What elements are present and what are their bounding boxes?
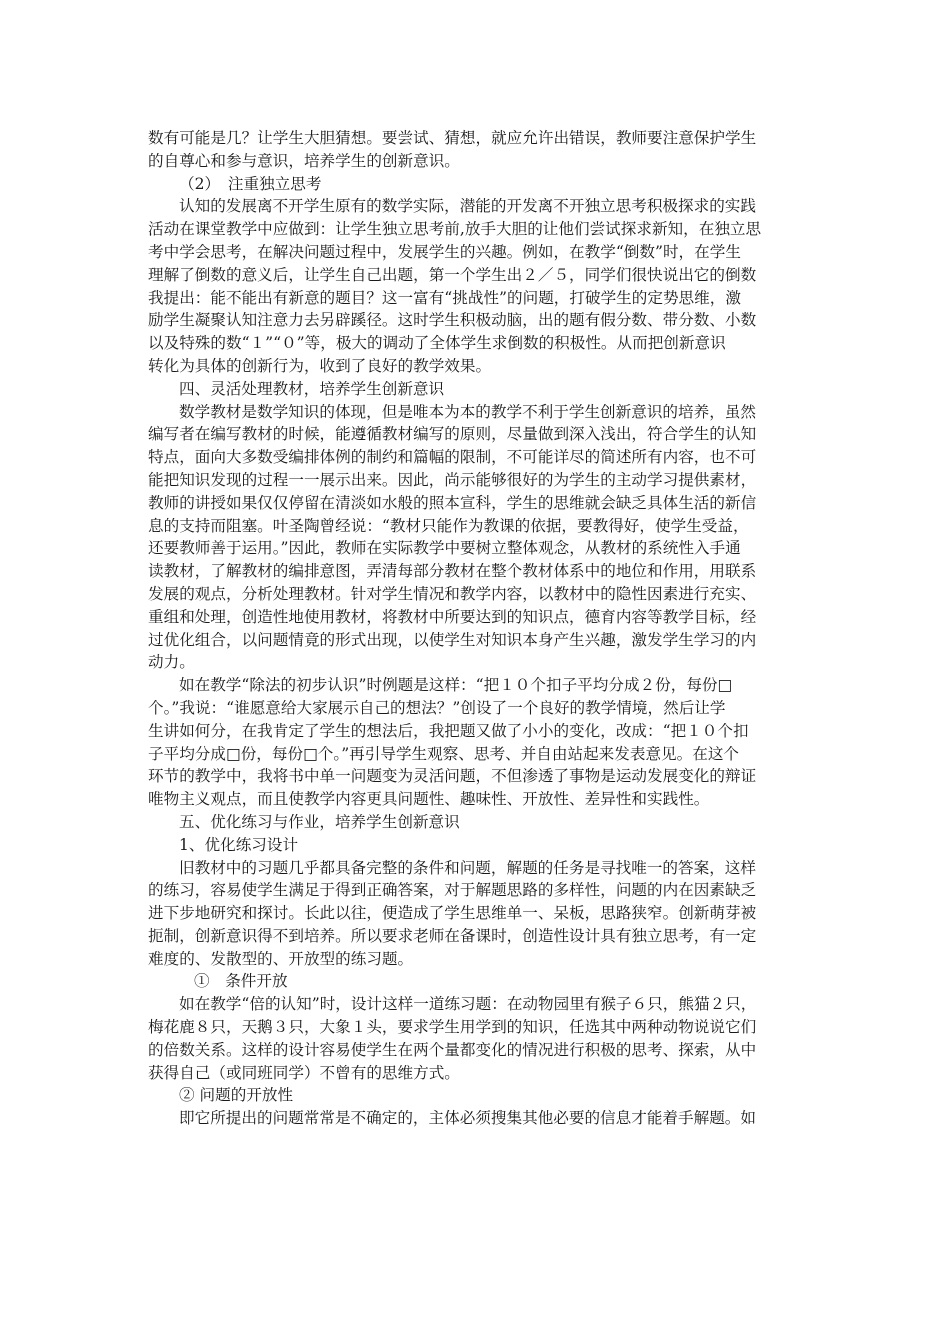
text-line: 获得自己（或同班同学）不曾有的思维方式。	[148, 1063, 460, 1082]
document-page	[148, 127, 808, 1130]
text-line: 励学生凝聚认知注意力去另辟蹊径。这时学生积极动脑，出的题有假分数、带分数、小数	[148, 311, 757, 330]
text-line: 的自尊心和参与意识，培养学生的创新意识。	[148, 151, 460, 170]
text-line: 教师的讲授如果仅仅停留在清淡如水般的照本宣科，学生的思维就会缺乏具体生活的新信	[148, 493, 757, 512]
text-line: 认知的发展离不开学生原有的数学实际，潜能的开发离不开独立思考积极探求的实践	[179, 197, 756, 216]
text-line: 息的支持而阻塞。叶圣陶曾经说：“教材只能作为教课的依据，要教得好，使学生受益，	[148, 516, 749, 535]
text-line: 如在教学“倍的认知”时，设计这样一道练习题：在动物园里有猴子６只，熊猫２只，	[179, 995, 757, 1014]
text-line: 1、优化练习设计	[179, 835, 299, 854]
text-line: 五、优化练习与作业，培养学生创新意识	[179, 812, 460, 831]
text-line: 我提出：能不能出有新意的题目？这一富有“挑战性”的问题，打破学生的定势思维，激	[148, 288, 741, 307]
text-line: （2） 注重独立思考	[179, 174, 322, 193]
text-line: 重组和处理，创造性地使用教材，将教材中所要达到的知识点，德育内容等教学目标，经	[148, 607, 757, 626]
text-line: 转化为具体的创新行为，收到了良好的教学效果。	[148, 356, 492, 375]
text-line: 个。”我说：“谁愿意给大家展示自己的想法？”创设了一个良好的教学情境，然后让学	[148, 698, 726, 717]
text-line: 的倍数关系。这样的设计容易使学生在两个量都变化的情况进行积极的思考、探索，从中	[148, 1040, 757, 1059]
text-line: 发展的观点，分析处理教材。针对学生情况和教学内容，以教材中的隐性因素进行充实、	[148, 584, 757, 603]
text-line: 读教材，了解教材的编排意图，弄清每部分教材在整个教材体系中的地位和作用，用联系	[148, 562, 757, 581]
paragraph	[148, 401, 808, 675]
text-line: 难度的、发散型的、开放型的练习题。	[148, 949, 414, 968]
text-line: 子平均分成□份，每份□个。”再引导学生观察、思考、并自由站起来发表意见。在这个	[148, 744, 740, 763]
text-line: 生讲如何分，在我肯定了学生的想法后，我把题又做了小小的变化，改成：“把１０个扣	[148, 721, 749, 740]
text-line: 活动在课堂教学中应做到：让学生独立思考前,放手大胆的让他们尝试探求新知，在独立思	[148, 220, 762, 239]
section-heading	[148, 173, 808, 196]
section-heading	[148, 811, 808, 834]
text-line: 能把知识发现的过程一一展示出来。因此，尚示能够很好的为学生的主动学习提供素材，	[148, 470, 757, 489]
text-line: 理解了倒数的意义后，让学生自己出题，第一个学生出２／５，同学们很快说出它的倒数	[148, 265, 757, 284]
section-heading	[148, 970, 808, 993]
text-line: 过优化组合，以问题情竟的形式出现，以使学生对知识本身产生兴趣，激发学生学习的内	[148, 630, 757, 649]
paragraph	[148, 127, 808, 173]
paragraph	[148, 195, 808, 377]
section-heading	[148, 1084, 808, 1107]
text-line: 梅花鹿８只，天鹅３只，大象１头，要求学生用学到的知识，任选其中两种动物说说它们	[148, 1018, 757, 1037]
text-line: 扼制，创新意识得不到培养。所以要求老师在备课时，创造性设计具有独立思考，有一定	[148, 926, 757, 945]
text-line: 旧教材中的习题几乎都具备完整的条件和问题，解题的任务是寻找唯一的答案，这样	[179, 858, 756, 877]
text-line: 唯物主义观点，而且使教学内容更具问题性、趣味性、开放性、差异性和实践性。	[148, 790, 710, 809]
text-line: 数学教材是数学知识的体现，但是唯本为本的教学不利于学生创新意识的培养，虽然	[179, 402, 756, 421]
text-line: 考中学会思考，在解决问题过程中，发展学生的兴趣。例如，在教学“倒数”时，在学生	[148, 242, 741, 261]
text-line: 的练习，容易使学生满足于得到正确答案，对于解题思路的多样性，问题的内在因素缺乏	[148, 881, 757, 900]
paragraph	[148, 857, 808, 971]
text-line: ① 条件开放	[194, 972, 288, 991]
paragraph	[148, 1107, 808, 1130]
text-line: 还要教师善于运用。”因此，教师在实际教学中要树立整体观念，从教材的系统性入手通	[148, 539, 741, 558]
paragraph	[148, 674, 808, 811]
text-line: 特点，面向大多数受编排体例的制约和篇幅的限制，不可能详尽的简述所有内容，也不可	[148, 448, 757, 467]
text-line: 数有可能是几？让学生大胆猜想。要尝试、猜想，就应允许出错误，教师要注意保护学生	[148, 129, 757, 147]
paragraph	[148, 993, 808, 1084]
text-line: 环节的教学中，我将书中单一问题变为灵活问题，不但渗透了事物是运动发展变化的辩证	[148, 767, 757, 786]
text-line: 编写者在编写教材的时候，能遵循教材编写的原则，尽量做到深入浅出，符合学生的认知	[148, 425, 757, 444]
text-line: 如在教学“除法的初步认识”时例题是这样：“把１０个扣子平均分成２份，每份□	[179, 676, 733, 695]
text-line: 即它所提出的问题常常是不确定的，主体必须搜集其他必要的信息才能着手解题。如	[179, 1109, 756, 1128]
section-heading	[148, 834, 808, 857]
text-line: 动力。	[148, 653, 195, 672]
text-line: ② 问题的开放性	[179, 1086, 294, 1105]
section-heading	[148, 378, 808, 401]
text-line: 四、灵活处理教材，培养学生创新意识	[179, 379, 445, 398]
text-line: 进下步地研究和探讨。长此以往，便造成了学生思维单一、呆板，思路狭窄。创新萌芽被	[148, 904, 757, 923]
text-line: 以及特殊的数“１”“０”等，极大的调动了全体学生求倒数的积极性。从而把创新意识	[148, 334, 726, 353]
